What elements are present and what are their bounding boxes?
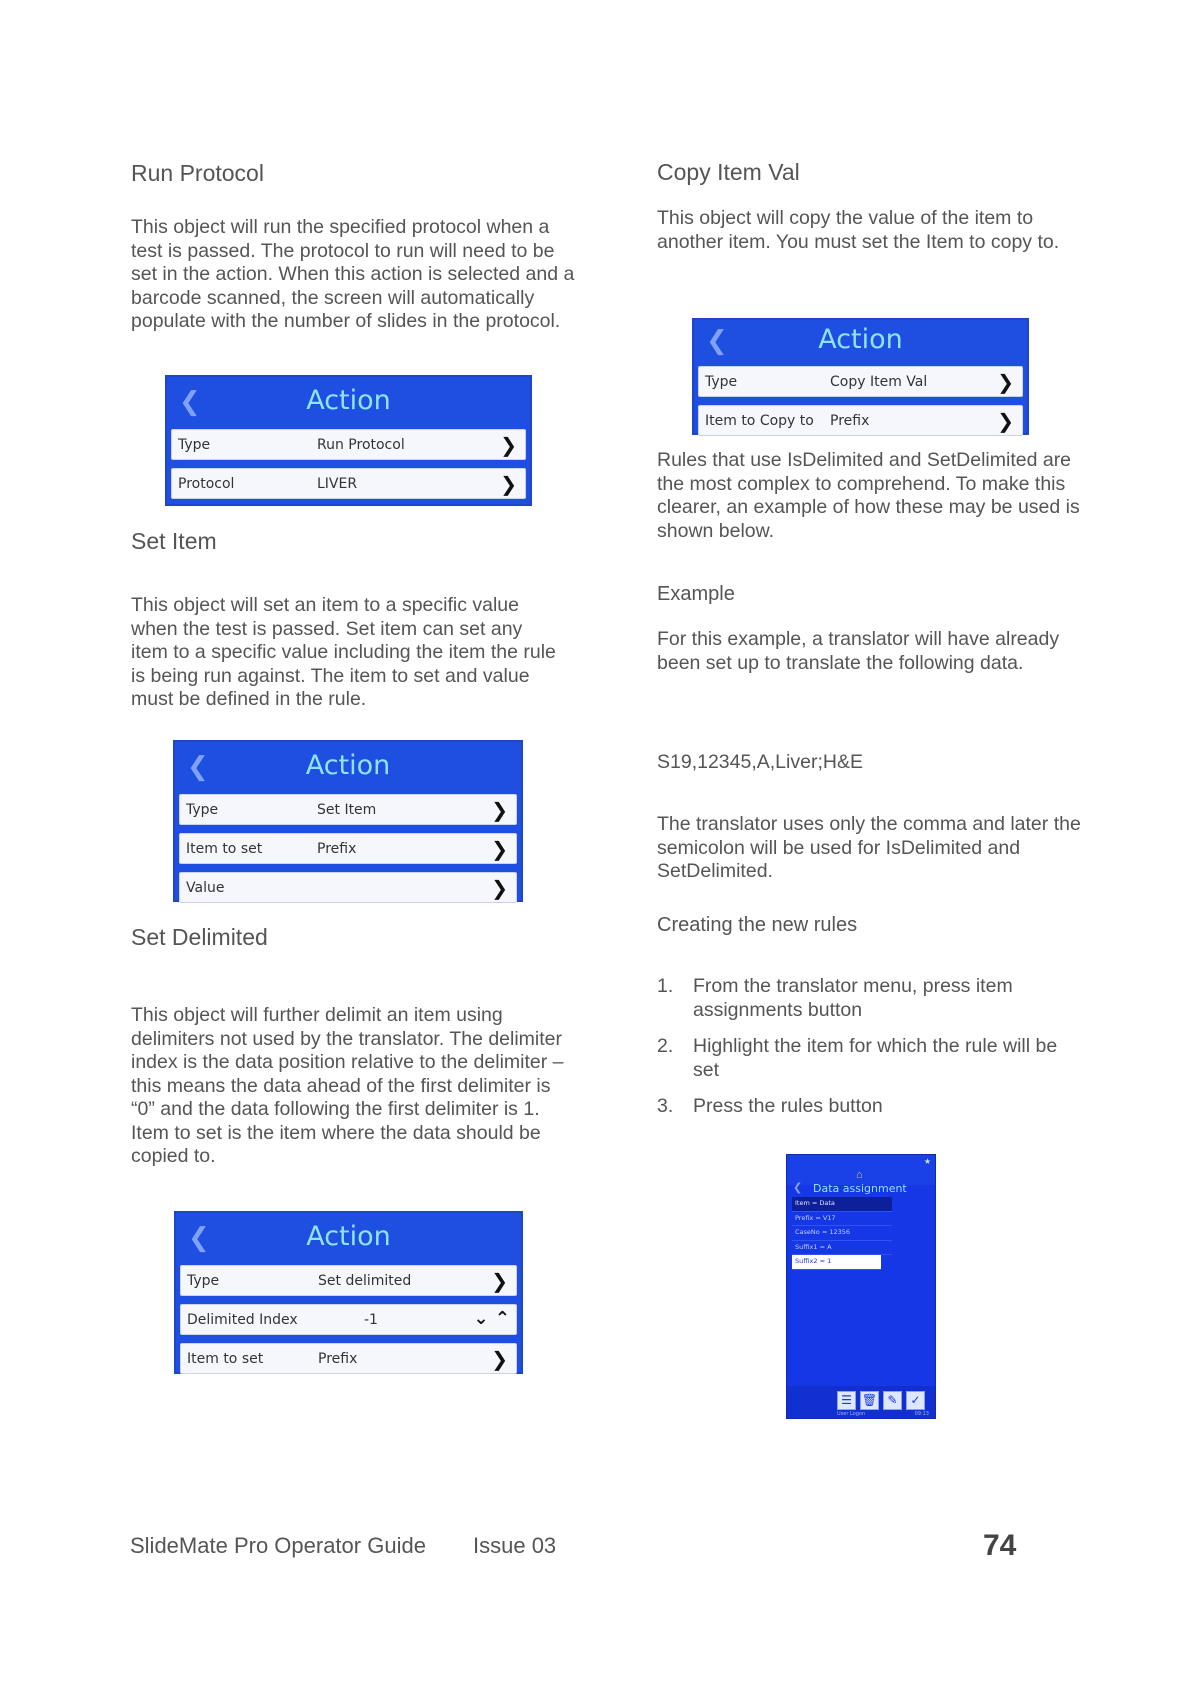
chevron-right-icon[interactable]: ❯	[997, 409, 1014, 433]
list-item[interactable]: Suffix2 = 1	[792, 1255, 881, 1270]
list-item[interactable]: Suffix1 = A	[792, 1241, 892, 1256]
list-item: 1. From the translator menu, press item assignments button	[657, 975, 1013, 1021]
chevron-right-icon[interactable]: ❯	[491, 837, 508, 861]
issue-label: Issue 03	[473, 1533, 557, 1558]
example-description: For this example, a translator will have already been set up to translate the following data.	[657, 628, 1060, 674]
panel-title: Action	[305, 750, 391, 781]
type-row[interactable]	[698, 366, 1023, 397]
set-delimited-heading: Set Delimited	[131, 924, 268, 950]
type-row[interactable]	[171, 429, 526, 460]
delete-icon[interactable]: 🗑	[860, 1391, 879, 1410]
chevron-right-icon[interactable]: ❯	[491, 798, 508, 822]
back-icon[interactable]: ❮	[179, 387, 201, 417]
creating-rules-heading: Creating the new rules	[657, 914, 858, 936]
row-value: Copy Item Val	[830, 374, 928, 390]
run-protocol-heading: Run Protocol	[131, 160, 264, 186]
confirm-icon[interactable]: ✓	[906, 1391, 925, 1410]
back-icon[interactable]: ❮	[793, 1182, 803, 1194]
clock-label: 09:13	[914, 1411, 929, 1417]
row-value: Prefix	[317, 841, 357, 857]
back-icon[interactable]: ❮	[706, 326, 728, 356]
chevron-right-icon[interactable]: ❯	[500, 433, 517, 457]
edit-icon[interactable]: ✎	[883, 1391, 902, 1410]
list-item: 3. Press the rules button	[657, 1095, 883, 1117]
delimited-index-row[interactable]	[180, 1304, 517, 1335]
page-number: 74	[983, 1529, 1017, 1562]
list-item: 2. Highlight the item for which the rule will be set	[657, 1035, 1058, 1081]
row-value: Run Protocol	[317, 437, 405, 453]
sample-data: S19,12345,A,Liver;H&E	[657, 751, 863, 773]
chevron-right-icon[interactable]: ❯	[491, 1347, 508, 1371]
chevron-down-icon[interactable]: ⌄	[473, 1308, 489, 1329]
run-protocol-action-panel	[165, 375, 532, 506]
row-value: LIVER	[317, 476, 358, 492]
row-value: Set delimited	[318, 1273, 412, 1289]
chevron-right-icon[interactable]: ❯	[997, 370, 1014, 394]
chevron-right-icon[interactable]: ❯	[491, 1269, 508, 1293]
run-protocol-description: This object will run the specified protocol when a test is passed. The protocol to run will need to be set in the action. When this action is selected and a barcode scanned, the screen will automatically populate with the number of slides in the protocol.	[131, 216, 575, 332]
row-value: Prefix	[318, 1351, 358, 1367]
panel-title: Action	[306, 385, 391, 416]
value-row[interactable]	[179, 872, 517, 903]
item-to-copy-to-row[interactable]	[698, 405, 1023, 436]
row-label: Protocol	[178, 476, 235, 492]
example-heading: Example	[657, 583, 735, 605]
row-label: Item to set	[187, 1351, 264, 1367]
device-top-bar	[787, 1155, 935, 1185]
type-row[interactable]	[179, 794, 517, 825]
set-item-action-panel	[173, 740, 523, 902]
protocol-row[interactable]	[171, 468, 526, 499]
copy-item-val-description: This object will copy the value of the item to another item. You must set the Item to copy to.	[657, 207, 1060, 253]
item-list	[792, 1197, 892, 1270]
data-assignment-screenshot	[786, 1154, 936, 1419]
user-logon-label: User Logon	[837, 1411, 866, 1417]
row-label: Delimited Index	[187, 1312, 298, 1328]
row-label: Type	[178, 437, 211, 453]
row-label: Type	[705, 374, 738, 390]
chevron-up-icon[interactable]: ⌃	[494, 1308, 510, 1329]
list-item[interactable]: Prefix = V17	[792, 1212, 892, 1227]
back-icon[interactable]: ❮	[188, 1223, 210, 1253]
steps-list	[657, 975, 1077, 1132]
set-delimited-description: This object will further delimit an item using delimiters not used by the translator. The delimiter index is the data position relative to the delimiter – this means the data ahead of the first delimiter is “0” and the data following the first delimiter is 1. Item to set is the item where the data should be copied to.	[131, 1004, 564, 1167]
device-title: Data assignment	[813, 1182, 907, 1195]
set-item-heading: Set Item	[131, 528, 217, 554]
item-to-set-row[interactable]	[179, 833, 517, 864]
set-delimited-action-panel	[174, 1211, 523, 1374]
home-icon: ⌂	[856, 1169, 863, 1181]
device-toolbar	[787, 1386, 935, 1418]
translator-explanation: The translator uses only the comma and later the semicolon will be used for IsDelimited and SetDelimited.	[657, 813, 1081, 882]
type-row[interactable]	[180, 1265, 517, 1296]
chevron-right-icon[interactable]: ❯	[500, 472, 517, 496]
list-item[interactable]: Item = Data	[792, 1197, 892, 1212]
row-label: Item to set	[186, 841, 263, 857]
copy-item-val-heading: Copy Item Val	[657, 159, 800, 185]
item-to-set-row[interactable]	[180, 1343, 517, 1374]
panel-title: Action	[306, 1221, 391, 1252]
row-label: Type	[187, 1273, 220, 1289]
logo-icon: ★	[923, 1157, 931, 1166]
row-value: Set Item	[317, 802, 377, 818]
row-label: Type	[186, 802, 219, 818]
list-item[interactable]: CaseNo = 12356	[792, 1226, 892, 1241]
guide-title: SlideMate Pro Operator Guide	[130, 1533, 426, 1558]
stepper-arrows	[474, 1308, 510, 1329]
copy-item-val-action-panel	[692, 318, 1029, 435]
row-label: Value	[186, 880, 225, 896]
row-value: Prefix	[830, 413, 870, 429]
row-label: Item to Copy to	[705, 413, 814, 429]
set-item-description: This object will set an item to a specific value when the test is passed. Set item can set any item to a specific value including the item the rule is being run against. The item to set and value must be defined in the rule.	[131, 594, 556, 710]
back-icon[interactable]: ❮	[187, 752, 209, 782]
row-value: -1	[364, 1312, 378, 1328]
chevron-right-icon[interactable]: ❯	[491, 876, 508, 900]
rules-explanation: Rules that use IsDelimited and SetDelimited are the most complex to comprehend. To make this clearer, an example of how these may be used is shown below.	[657, 449, 1080, 542]
rules-button-icon[interactable]: ☰	[837, 1391, 856, 1410]
panel-title: Action	[818, 324, 903, 355]
